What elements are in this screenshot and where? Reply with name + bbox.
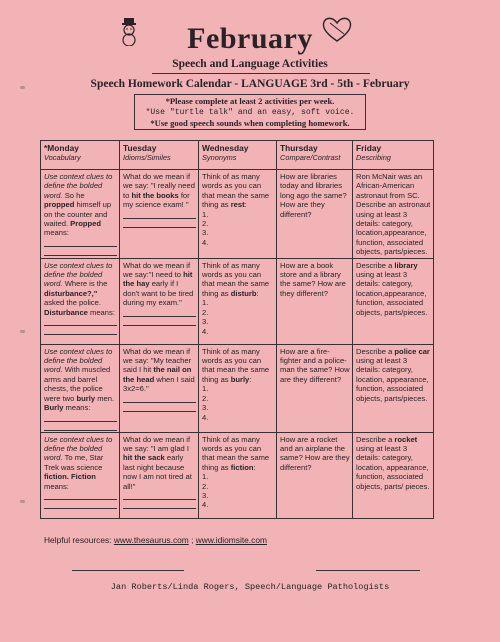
vocab-sentence: men. [95, 393, 115, 403]
vocab-word: propped [44, 200, 75, 210]
calendar-title: Speech Homework Calendar - LANGUAGE 3rd - 5th - February [90, 78, 410, 90]
list-number: 1. [202, 472, 209, 482]
column-header-tuesday: Tuesday Idioms/Similes [120, 141, 199, 170]
answer-line [123, 309, 196, 317]
vocab-word: Propped [70, 219, 101, 229]
punch-hole [20, 330, 25, 333]
means-label: means: [87, 307, 115, 317]
describe-prompt: using at least 3 details: category, location, appearance, function, associated objects, parts/pieces. [356, 356, 429, 403]
synonym-prompt: Think of as many words as you can that mean the same thing as [202, 260, 270, 298]
vocab-prompt: Use context clues to define the bolded word. [44, 434, 113, 463]
synonym-prompt: Think of as many words as you can that mean the same thing as [202, 172, 270, 210]
list-number: 4. [202, 326, 209, 336]
monday-cell [41, 170, 120, 259]
means-label: means: [44, 481, 69, 491]
idiom-prompt: for my science exam! " [123, 190, 190, 210]
synonym-word: fiction [230, 462, 254, 472]
thesaurus-link[interactable]: www.thesaurus.com [113, 535, 189, 545]
describe-prompt: using at least 3 details: category, location, appearance, function, associated objects, parts/ pieces. [356, 443, 430, 491]
idiom-prompt: What do we mean if we say: "I really need to [123, 172, 195, 200]
column-header-thursday: Thursday Compare/Contrast [277, 141, 353, 170]
answer-line [123, 395, 196, 403]
idiomsite-link[interactable]: www.idiomsite.com [195, 535, 267, 545]
vocab-sentence: With muscled arms and barrel chests, the police were two [44, 365, 111, 403]
monday-cell [41, 344, 120, 432]
list-number: 3. [202, 228, 209, 238]
synonym-prompt: : [244, 200, 247, 210]
list-number: 2. [202, 481, 209, 491]
idiom-prompt: What do we mean if we say:"I need to [123, 260, 191, 280]
list-number: 4. [202, 500, 209, 510]
table-row [41, 344, 434, 432]
answer-line [44, 492, 117, 500]
idiom-phrase: hit the sack [123, 453, 165, 463]
answer-line [44, 414, 117, 422]
helpful-resources [44, 535, 267, 545]
heart-icon [320, 14, 354, 44]
vocab-sentence: Where is the [64, 279, 108, 289]
synonym-prompt: : [249, 374, 252, 384]
synonym-prompt: : [256, 288, 259, 298]
instruction-line: *Use "turtle talk" and an easy, soft voice. [145, 108, 355, 117]
column-header-friday: Friday Describing [353, 141, 434, 170]
describe-prompt: Describe a [356, 434, 395, 444]
idiom-phrase: hit the books [131, 190, 179, 200]
idiom-prompt: What do we mean if we say: "My teacher said I hit [123, 346, 192, 375]
page-title: February [187, 22, 313, 55]
answer-line [123, 211, 196, 219]
thursday-cell [277, 432, 353, 518]
answer-line [44, 423, 117, 431]
instruction-line: *Use good speech sounds when completing homework. [150, 118, 350, 128]
describe-word: police car [394, 346, 430, 356]
means-label: means: [44, 228, 69, 238]
synonym-prompt: : [253, 462, 256, 472]
wednesday-cell [199, 432, 277, 518]
answer-line [123, 492, 196, 500]
idiom-prompt: What do we mean if we say: "I am glad I [123, 434, 191, 453]
vocab-word: Burly [44, 403, 64, 413]
synonym-prompt: Think of as many words as you can that mean the same thing as [202, 346, 270, 384]
column-header-wednesday: Wednesday Synonyms [199, 141, 277, 170]
compare-prompt: How are a rocket and an airplane the same? How are they different? [280, 434, 350, 472]
list-number: 2. [202, 307, 209, 317]
subtitle-divider [152, 73, 370, 74]
idiom-phrase: hit the hay [123, 270, 193, 289]
helpful-label: Helpful resources: [44, 535, 114, 545]
thursday-cell [277, 258, 353, 344]
vocab-word: fiction. [44, 472, 69, 482]
list-number: 2. [202, 219, 209, 229]
homework-calendar-table [40, 140, 434, 519]
link-separator: ; [188, 535, 196, 545]
thursday-cell [277, 170, 353, 259]
column-header-monday: *Monday Vocabulary [41, 141, 120, 170]
answer-line [44, 318, 117, 326]
idiom-prompt: early last night because now I am not tired at all!" [123, 453, 192, 491]
vocab-prompt: Use context clues to define the bolded word. [44, 346, 113, 375]
describe-prompt: Ron McNair was an African-American astronaut from SC. Describe an astronaut using at least 3 details: category, location,appearance, function, associated objects, parts/pieces. [356, 172, 431, 257]
page-header [0, 0, 500, 160]
instructions-box [134, 94, 366, 130]
answer-line [44, 248, 117, 256]
list-number: 3. [202, 317, 209, 327]
tuesday-cell [120, 344, 199, 432]
vocab-sentence: himself up on the counter and waited. [44, 200, 112, 229]
header-row [41, 141, 434, 170]
answer-line [123, 318, 196, 326]
synonym-prompt: Think of as many words as you can that mean the same thing as [202, 434, 270, 472]
friday-cell [353, 258, 434, 344]
tuesday-cell [120, 432, 199, 518]
vocab-word: Disturbance [44, 307, 88, 317]
describe-prompt: using at least 3 details: category, location,appearance, function, associated objects, parts/pieces. [356, 270, 428, 317]
list-number: 4. [202, 237, 209, 247]
synonym-word: burly [230, 374, 250, 384]
wednesday-cell [199, 344, 277, 432]
tuesday-cell [120, 258, 199, 344]
vocab-prompt: Use context clues to define the bolded word. [44, 260, 113, 289]
answer-line [123, 404, 196, 412]
list-number: 1. [202, 298, 209, 308]
compare-prompt: How are a book store and a library the same? How are they different? [280, 260, 346, 298]
subtitle: Speech and Language Activities [172, 58, 328, 70]
signature-line: Jan Roberts/Linda Rogers, Speech/Language Pathologists [110, 582, 390, 592]
monday-cell [41, 258, 120, 344]
describe-prompt: Describe a [356, 346, 395, 356]
friday-cell [353, 170, 434, 259]
footer-rule-right [316, 570, 420, 571]
vocab-sentence: asked the police. [44, 298, 101, 308]
answer-line [123, 220, 196, 228]
vocab-word: Fiction [71, 472, 96, 482]
idiom-phrase: the nail on the head [123, 365, 192, 384]
answer-line [44, 239, 117, 247]
tuesday-cell [120, 170, 199, 259]
describe-word: rocket [394, 434, 418, 444]
list-number: 4. [202, 412, 209, 422]
vocab-prompt: Use context clues to define the bolded word. [44, 172, 113, 200]
synonym-word: rest [230, 200, 245, 210]
monday-cell [41, 432, 120, 518]
list-number: 3. [202, 490, 209, 500]
answer-line [123, 501, 196, 509]
footer-rule-left [72, 570, 184, 571]
list-number: 2. [202, 393, 209, 403]
punch-hole [20, 500, 25, 503]
vocab-word: disturbance?," [44, 288, 98, 298]
wednesday-cell [199, 258, 277, 344]
vocab-sentence: So he [64, 190, 85, 200]
table-row [41, 258, 434, 344]
table-row [41, 432, 434, 518]
instruction-line: *Please complete at least 2 activities per week. [165, 96, 335, 106]
week-rows [41, 170, 434, 519]
friday-cell [353, 344, 434, 432]
table-row [41, 170, 434, 259]
list-number: 1. [202, 209, 209, 219]
compare-prompt: How are libraries today and libraries long ago the same? How are they different? [280, 172, 347, 219]
means-label: means: [63, 403, 91, 413]
thursday-cell [277, 344, 353, 432]
compare-prompt: How are a fire-fighter and a police-man the same? How are they different? [280, 346, 350, 384]
idiom-prompt: when I said 3x2=6." [123, 374, 195, 394]
vocab-word: burly [76, 393, 96, 403]
list-number: 3. [202, 403, 209, 413]
answer-line [44, 327, 117, 335]
describe-prompt: Describe a [356, 260, 395, 270]
answer-line [44, 501, 117, 509]
synonym-word: disturb [230, 288, 257, 298]
punch-hole [20, 86, 25, 89]
describe-word: library [394, 260, 418, 270]
wednesday-cell [199, 170, 277, 259]
friday-cell [353, 432, 434, 518]
idiom-prompt: early if I don't want to be tired during my exam." [123, 279, 194, 308]
vocab-sentence: To me, Star Trek was science [44, 453, 104, 472]
list-number: 1. [202, 384, 209, 394]
